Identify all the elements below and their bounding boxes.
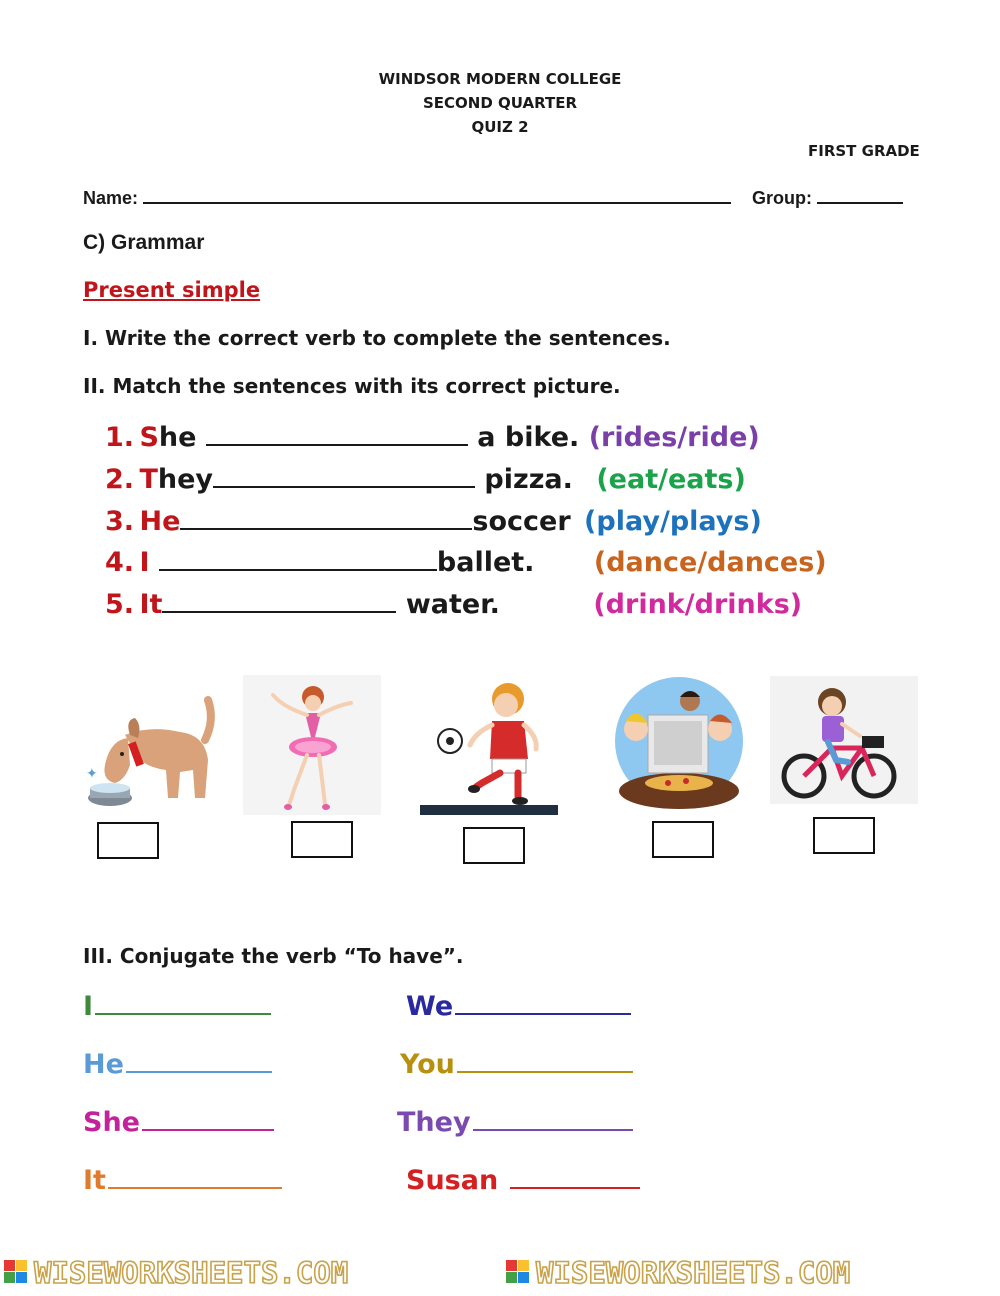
- sentence-number: 2.: [105, 464, 135, 495]
- boy-playing-soccer-icon: [420, 675, 558, 815]
- pronoun-label: It: [83, 1165, 106, 1196]
- sentence-first-letter: I: [139, 547, 150, 578]
- sentence-object: water.: [405, 589, 500, 620]
- name-label: Name:: [83, 188, 139, 208]
- ballerina-icon: [243, 675, 381, 815]
- sentence-number: 5.: [105, 589, 135, 620]
- pronoun-label: She: [83, 1107, 140, 1138]
- answer-blank[interactable]: [473, 1128, 633, 1131]
- verb-options: (eat/eats): [596, 464, 746, 495]
- pronoun-label: I: [83, 991, 94, 1022]
- answer-blank[interactable]: [159, 549, 437, 571]
- instruction-three: III. Conjugate the verb “To have”.: [83, 944, 464, 968]
- conj-we: [406, 991, 631, 1022]
- sentence-first-letter: I: [139, 589, 150, 620]
- sentence-first-letter: T: [139, 464, 158, 495]
- sentence-subject: e: [162, 506, 181, 537]
- conj-it: [83, 1165, 282, 1196]
- sentence-subject: t: [149, 589, 163, 620]
- sentence-number: 4.: [105, 547, 135, 578]
- answer-blank[interactable]: [213, 466, 475, 488]
- verb-options: (drink/drinks): [593, 589, 803, 620]
- verb-options: (dance/dances): [593, 547, 827, 578]
- pronoun-label: You: [400, 1049, 455, 1080]
- answer-blank[interactable]: [142, 1128, 274, 1131]
- dog-drinking-water-icon: [80, 680, 220, 815]
- svg-text:✦: ✦: [86, 766, 98, 782]
- term-label: SECOND QUARTER: [422, 94, 578, 112]
- sentence-2: [105, 464, 746, 495]
- answer-blank[interactable]: [510, 1186, 640, 1189]
- conj-i: [83, 991, 271, 1022]
- sentence-number: 3.: [105, 506, 135, 537]
- sentence-4: [105, 547, 827, 578]
- answer-blank[interactable]: [95, 1012, 271, 1015]
- pronoun-label: Susan: [406, 1165, 499, 1196]
- pronoun-label: We: [406, 991, 454, 1022]
- name-field[interactable]: [83, 188, 731, 209]
- answer-blank[interactable]: [108, 1186, 282, 1189]
- name-blank[interactable]: [143, 188, 731, 204]
- picture-answer-box-3[interactable]: [463, 827, 525, 864]
- conj-you: [400, 1049, 633, 1080]
- sentence-5: [105, 589, 802, 620]
- sentence-first-letter: S: [139, 422, 159, 453]
- instruction-one: I. Write the correct verb to complete the sentences.: [83, 326, 671, 350]
- sentence-3: [105, 506, 762, 537]
- group-label: Group:: [752, 188, 812, 208]
- topic-title: Present simple: [83, 278, 261, 302]
- conj-she: [83, 1107, 274, 1138]
- worksheet-logo-icon: [4, 1260, 27, 1283]
- sentence-number: 1.: [105, 422, 135, 453]
- quiz-label: QUIZ 2: [471, 118, 529, 136]
- group-blank[interactable]: [817, 188, 903, 204]
- sentence-object: soccer: [472, 506, 571, 537]
- worksheet-logo-icon: [506, 1260, 529, 1283]
- conj-he: [83, 1049, 272, 1080]
- pronoun-label: He: [83, 1049, 124, 1080]
- sentence-object: pizza.: [484, 464, 573, 495]
- sentence-first-letter: H: [139, 506, 163, 537]
- verb-options: (rides/ride): [588, 422, 760, 453]
- sentence-object: ballet.: [436, 547, 535, 578]
- group-field[interactable]: [752, 188, 903, 209]
- sentence-object: a bike.: [477, 422, 580, 453]
- answer-blank[interactable]: [162, 591, 396, 613]
- answer-blank[interactable]: [455, 1012, 631, 1015]
- sentence-1: [105, 422, 760, 453]
- pronoun-label: They: [397, 1107, 471, 1138]
- school-name: WINDSOR MODERN COLLEGE: [378, 70, 622, 88]
- answer-blank[interactable]: [126, 1070, 272, 1073]
- conj-susan: [406, 1165, 640, 1196]
- section-title: C) Grammar: [83, 231, 205, 254]
- picture-answer-box-4[interactable]: [652, 821, 714, 858]
- answer-blank[interactable]: [180, 508, 472, 530]
- sentence-subject: hey: [157, 464, 214, 495]
- kids-eating-pizza-icon: [608, 675, 750, 813]
- watermark-text: WISEWORKSHEETS.COM: [34, 1256, 349, 1290]
- instruction-two: II. Match the sentences with its correct picture.: [83, 374, 621, 398]
- watermark-text-repeat: WISEWORKSHEETS.COM: [536, 1256, 851, 1290]
- conj-they: [397, 1107, 633, 1138]
- picture-answer-box-2[interactable]: [291, 821, 353, 858]
- grade-label: FIRST GRADE: [808, 142, 920, 160]
- verb-options: (play/plays): [584, 506, 762, 537]
- watermark-footer: [0, 1254, 1000, 1291]
- picture-answer-box-5[interactable]: [813, 817, 875, 854]
- sentence-subject: he: [158, 422, 197, 453]
- picture-answer-box-1[interactable]: [97, 822, 159, 859]
- girl-riding-bike-icon: [770, 676, 918, 804]
- answer-blank[interactable]: [206, 424, 468, 446]
- answer-blank[interactable]: [457, 1070, 633, 1073]
